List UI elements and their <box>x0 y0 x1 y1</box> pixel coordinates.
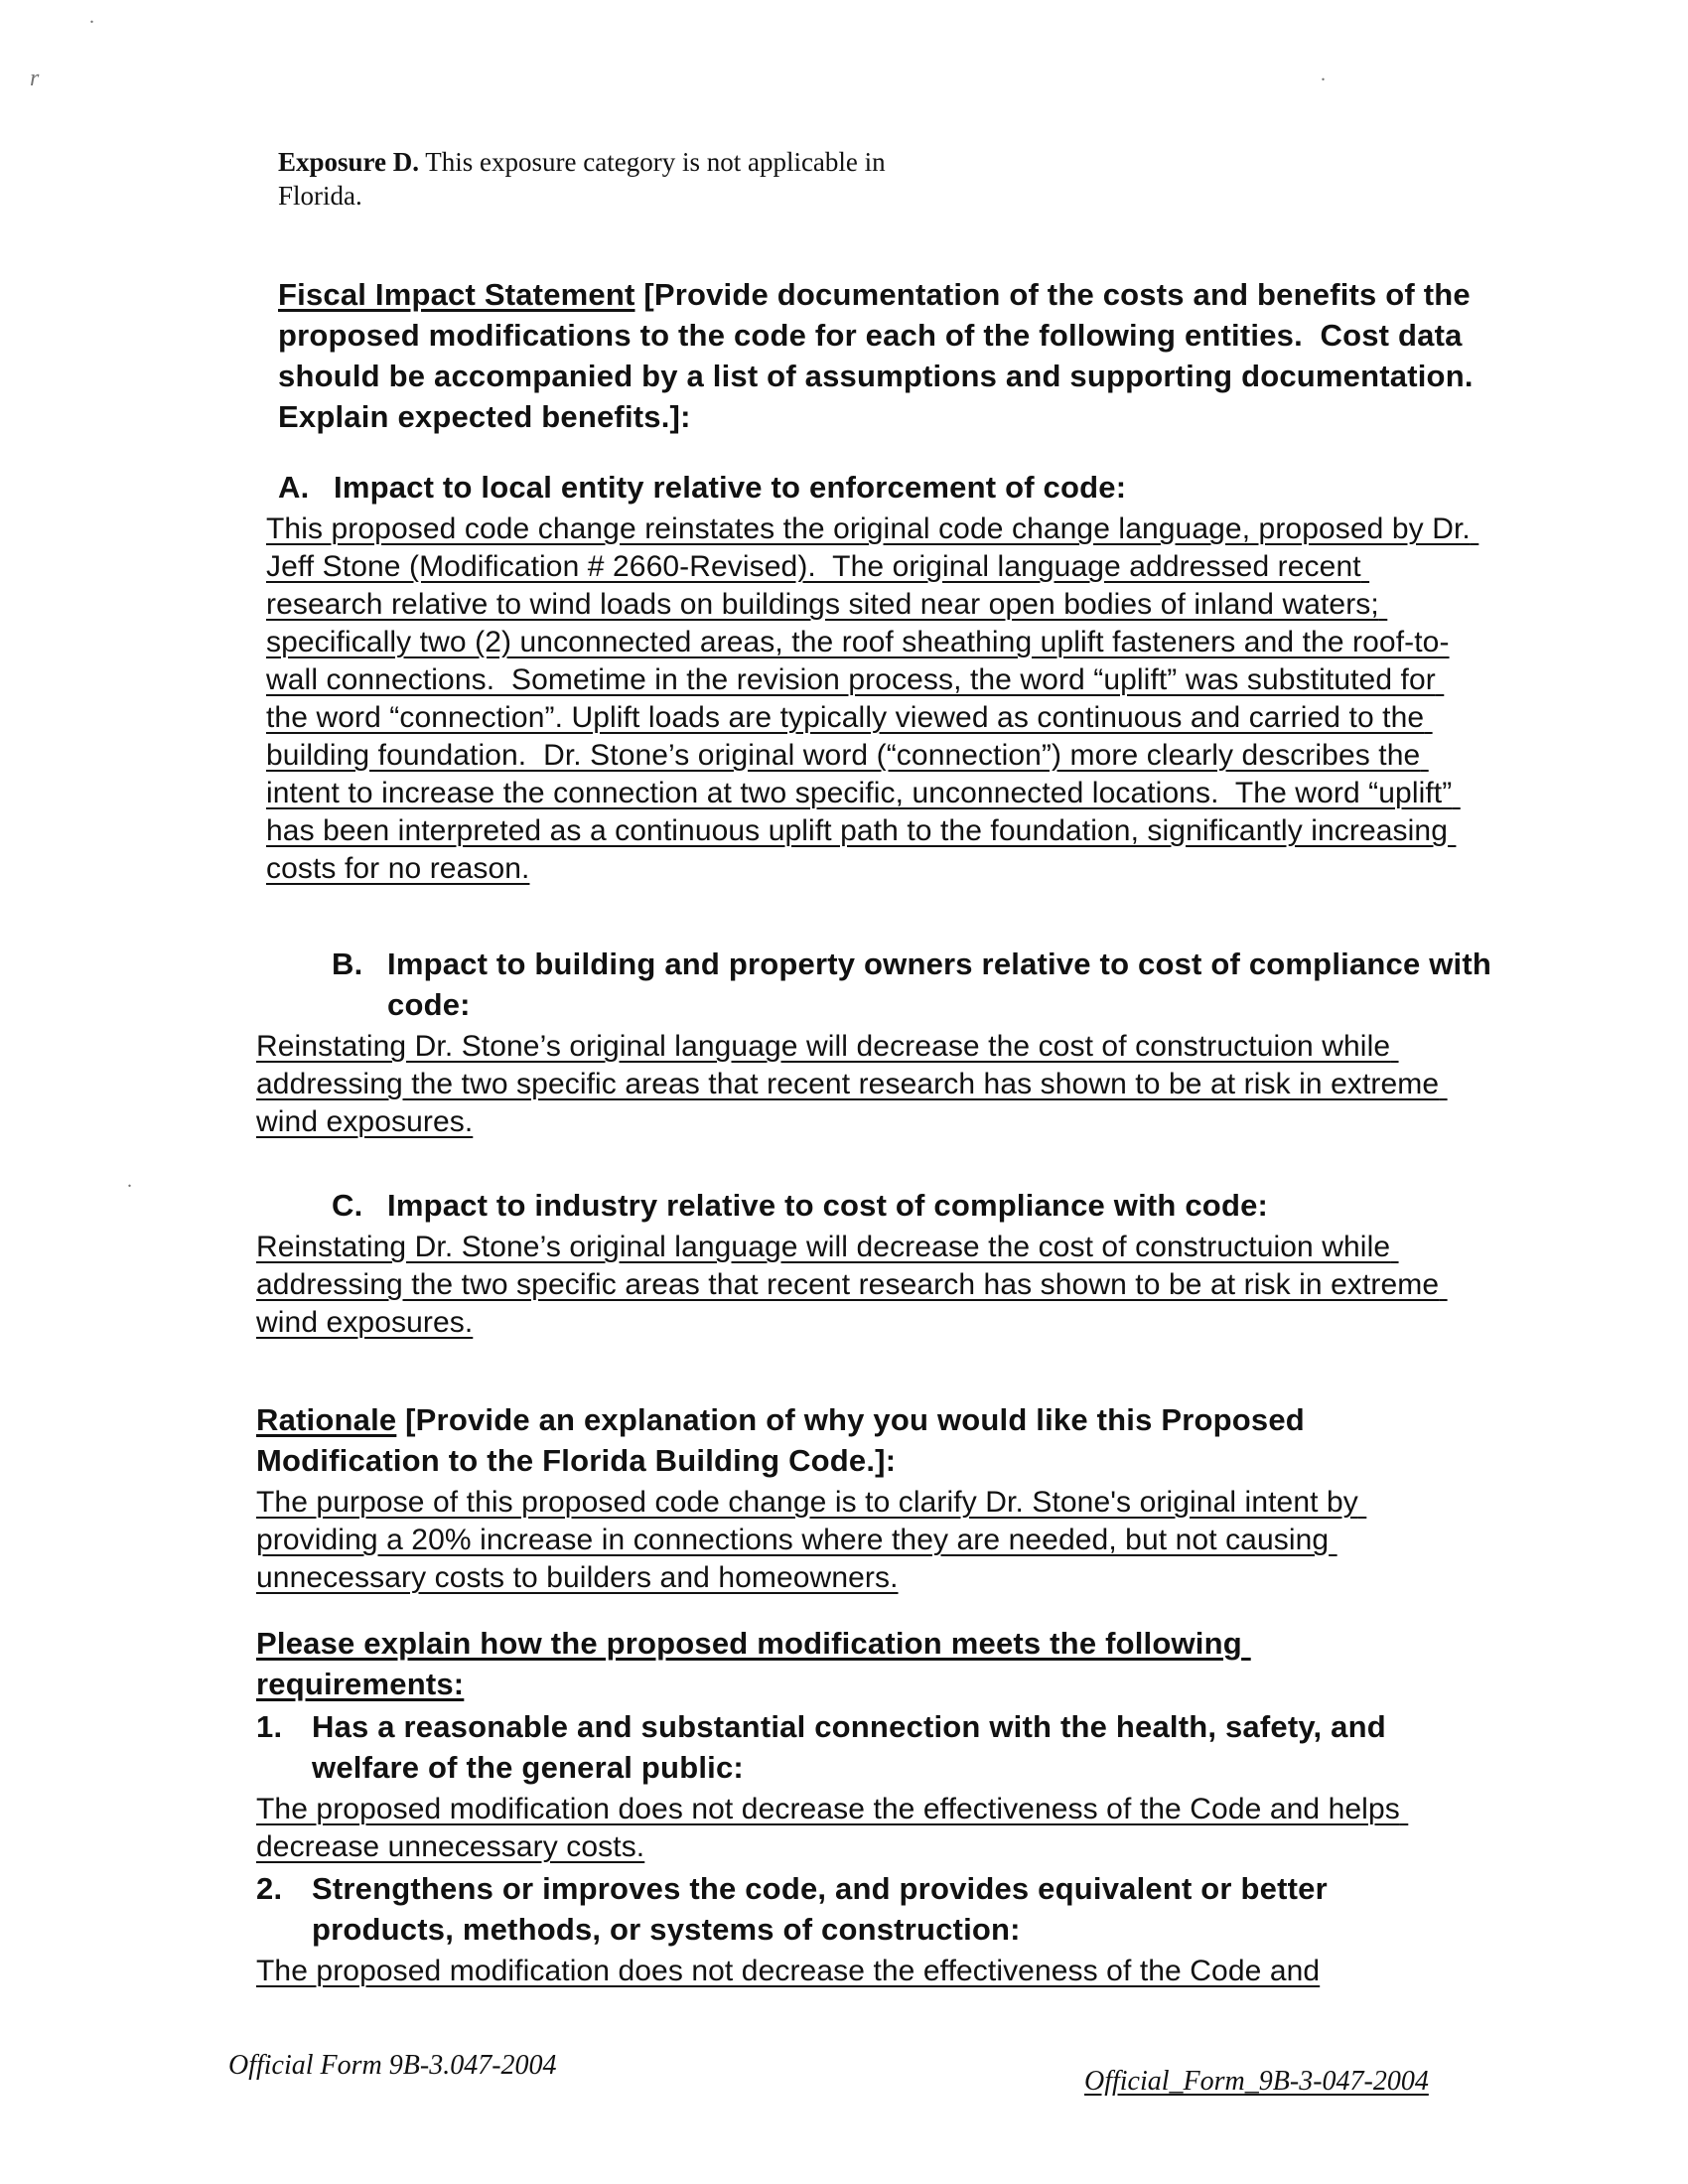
document-content <box>256 145 1500 1990</box>
exposure-d-text: This exposure category is not applicable in Florida. <box>278 147 893 211</box>
scan-artifact-dot: . <box>89 6 94 28</box>
impact-section-b <box>256 944 1500 1141</box>
impact-section-a-heading <box>278 467 1497 508</box>
impact-section-c-heading-text: Impact to industry relative to cost of compliance with code: <box>387 1188 1269 1223</box>
requirement-1-answer: The proposed modification does not decrease the effectiveness of the Code and helps decrease unnecessary costs. <box>256 1793 1409 1863</box>
impact-section-a-answer: This proposed code change reinstates the original code change language, proposed by Dr. Jeff Stone (Modification # 2660-Revised). The original language addressed recent research relative to wind loads on buildings sited near open bodies of inland waters; specifically two (2) unconnected areas, the roof sheathing uplift fasteners and the roof-to-wall connections. Sometime in the revision process, the word “uplift” was substituted for the word “connection”. Uplift loads are typically viewed as continuous and carried to the building foundation. Dr. Stone’s original word (“connection”) more clearly describes the intent to increase the connection at two specific, unconnected locations. The word “uplift” has been interpreted as a continuous uplift path to the foundation, significantly increasing costs for no reason. <box>266 512 1479 885</box>
impact-section-c-answer: Reinstating Dr. Stone’s original language will decrease the cost of constructuion while addressing the two specific areas that recent research has shown to be at risk in extreme wind exposures. <box>256 1231 1448 1339</box>
requirement-2-heading-text: Strengthens or improves the code, and provides equivalent or better products, methods, or systems of construction: <box>312 1871 1336 1947</box>
requirement-2-heading <box>256 1868 1476 1950</box>
impact-section-c-heading <box>332 1185 1497 1226</box>
scan-artifact-dot: . <box>1321 64 1326 85</box>
exposure-d-note <box>278 145 973 213</box>
scan-artifact-dot: . <box>127 1170 132 1192</box>
rationale-instructions: [Provide an explanation of why you would like this Proposed Modification to the Florida Building Code.]: <box>256 1402 1314 1478</box>
impact-section-b-letter: B. <box>332 946 363 981</box>
requirement-1-heading-text: Has a reasonable and substantial connection with the health, safety, and welfare of the general public: <box>312 1709 1395 1785</box>
scan-artifact-mark: r <box>30 66 40 91</box>
rationale-answer: The purpose of this proposed code change is to clarify Dr. Stone's original intent by providing a 20% increase in connections where they are needed, but not causing unnecessary costs to builders and homeowners. <box>256 1486 1367 1594</box>
official-form-number-right: Official_Form_9B-3-047-2004 <box>1084 2066 1429 2097</box>
requirement-1 <box>256 1706 1497 1866</box>
impact-section-a-letter: A. <box>278 470 310 505</box>
rationale-title: Rationale <box>256 1402 397 1437</box>
fiscal-impact-statement-title: Fiscal Impact Statement <box>278 277 635 312</box>
impact-section-a <box>256 467 1497 888</box>
impact-section-b-answer: Reinstating Dr. Stone’s original language will decrease the cost of constructuion while addressing the two specific areas that recent research has shown to be at risk in extreme wind exposures. <box>256 1030 1448 1138</box>
requirement-2 <box>256 1868 1497 1990</box>
requirement-2-answer: The proposed modification does not decrease the effectiveness of the Code and <box>256 1955 1321 1987</box>
impact-section-b-heading-text: Impact to building and property owners relative to cost of compliance with code: <box>387 946 1500 1022</box>
requirement-1-number: 1. <box>256 1709 283 1744</box>
rationale-heading <box>256 1399 1476 1481</box>
impact-section-b-heading <box>332 944 1500 1025</box>
impact-section-a-heading-text: Impact to local entity relative to enforcement of code: <box>334 470 1127 505</box>
fiscal-impact-statement-heading <box>278 274 1497 437</box>
requirement-1-heading <box>256 1706 1476 1788</box>
exposure-d-label: Exposure D. <box>278 147 420 177</box>
requirement-2-number: 2. <box>256 1871 283 1906</box>
requirements-heading: Please explain how the proposed modification meets the following requirements: <box>256 1626 1251 1701</box>
impact-section-c-letter: C. <box>332 1188 363 1223</box>
fiscal-impact-statement-instructions: [Provide documentation of the costs and benefits of the proposed modifications to the code for each of the following entities. Cost data should be accompanied by a list of assumptions and supporting documentation. Explain expected benefits.]: <box>278 277 1491 434</box>
impact-section-c <box>256 1185 1497 1342</box>
official-form-number-left: Official Form 9B-3.047-2004 <box>228 2050 557 2081</box>
